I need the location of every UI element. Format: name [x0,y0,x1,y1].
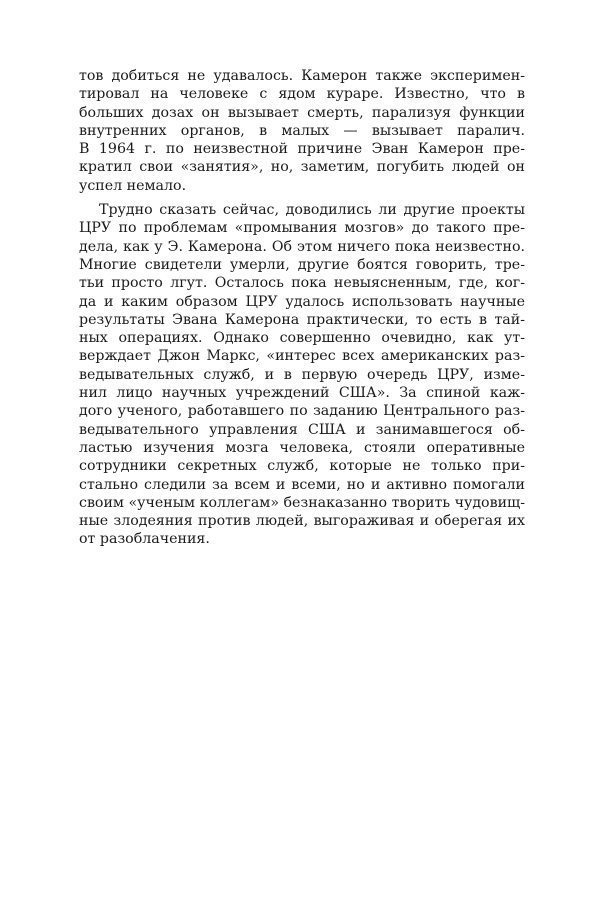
text-line: ведывательных служб, и в первую очередь ЦРУ, изме- [79,366,525,383]
text-line: внутренних органов, в малых — вызывает паралич. [79,122,525,139]
text-line: от разоблачения. [79,531,210,548]
text-line: нил лицо научных учреждений США». За спиной каж- [79,385,525,402]
text-line: кратил свои «занятия», но, заметим, погубить людей он [79,159,525,176]
text-body [79,67,525,549]
text-line: ведывательного управления США и занимавшегося об- [79,421,525,438]
text-line: результаты Эвана Камерона практически, то есть в тай- [79,311,525,328]
paragraph-2 [79,201,525,549]
text-line: В 1964 г. по неизвестной причине Эван Камерон пре- [79,141,525,158]
text-line: больших дозах он вызывает смерть, парализуя функции [79,104,525,121]
text-line: тов добиться не удавалось. Камерон также эксперимен- [79,68,525,84]
text-line: тьи просто лгут. Осталось пока невыясненным, где, ког- [79,275,525,292]
text-line: стально следили за всем и всеми, но и активно помогали [79,476,525,493]
text-line: успел немало. [79,177,187,194]
text-line: Многие свидетели умерли, другие боятся говорить, тре- [79,256,525,273]
text-line: да и каким образом ЦРУ удалось использовать научные [79,293,525,310]
text-line: ластью изучения мозга человека, стояли оперативные [79,439,525,456]
text-line: ЦРУ по проблемам «промывания мозгов» до такого пре- [79,220,525,237]
text-line: дого ученого, работавшего по заданию Центрального раз- [79,403,525,420]
text-line: тировал на человеке с ядом кураре. Известно, что в [79,86,525,103]
text-line: своим «ученым коллегам» безнаказанно творить чудовищ- [79,494,526,511]
text-line: сотрудники секретных служб, которые не только при- [79,458,525,475]
text-line: верждает Джон Маркс, «интерес всех американских раз- [79,348,525,365]
text-line: ных операциях. Однако совершенно очевидно, как ут- [79,330,525,347]
paragraph-1 [79,67,525,195]
text-line: Трудно сказать сейчас, доводились ли другие проекты [99,202,525,219]
text-line: дела, как у Э. Камерона. Об этом ничего пока неизвестно. [79,238,525,255]
text-line: ные злодеяния против людей, выгораживая и оберегая их [79,513,525,530]
